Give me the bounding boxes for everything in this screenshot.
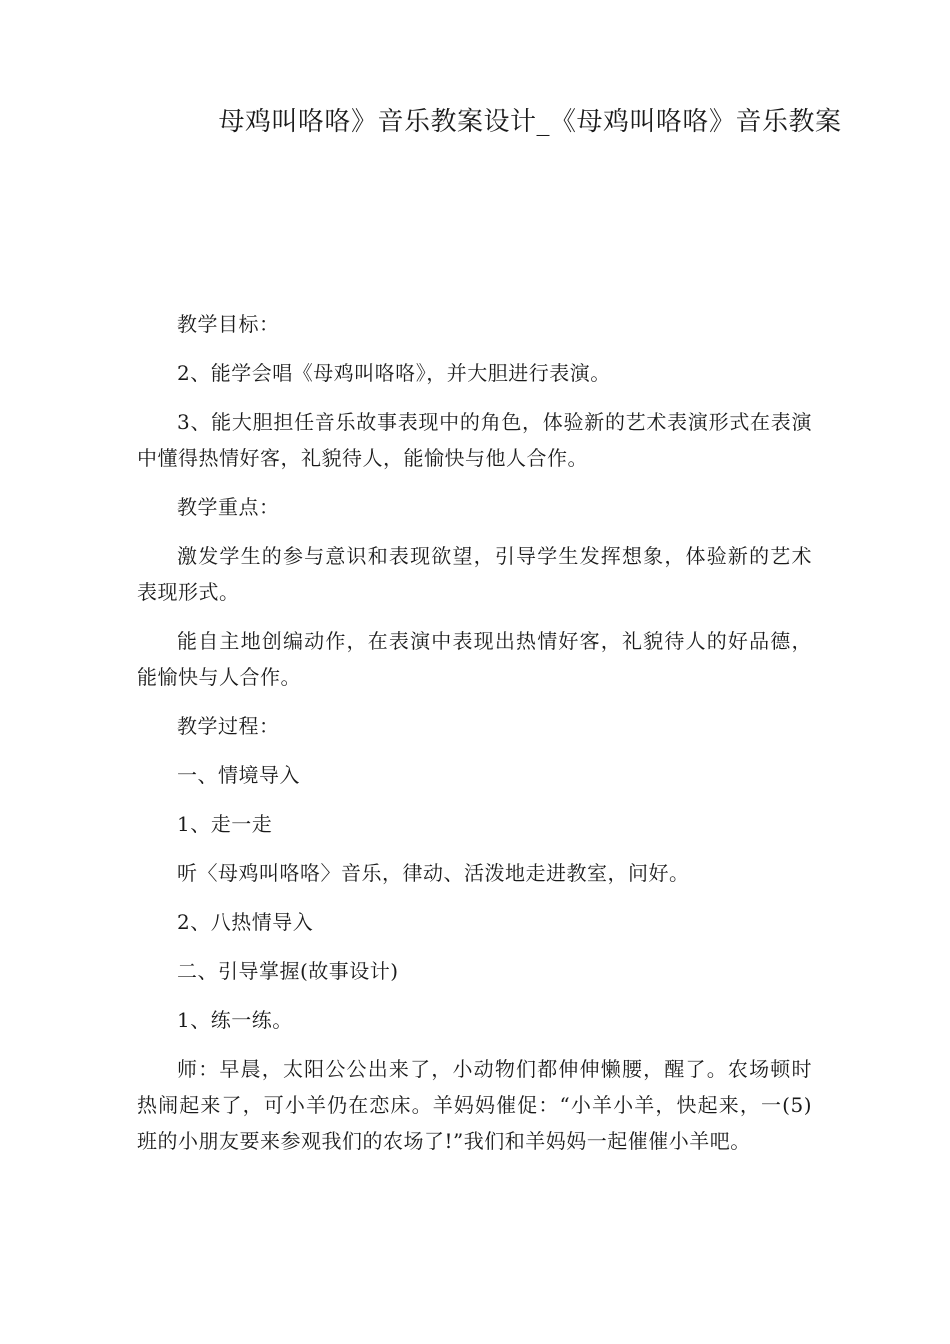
paragraph-step-intro: 2、八热情导入 <box>177 910 314 934</box>
paragraph-section-2: 二、引导掌握(故事设计) <box>177 959 399 983</box>
paragraph-listen-music: 听〈母鸡叫咯咯〉音乐，律动、活泼地走进教室，问好。 <box>177 861 690 885</box>
paragraph-goal-2: 2、能学会唱《母鸡叫咯咯》，并大胆进行表演。 <box>177 361 611 385</box>
paragraph-teaching-goals-heading: 教学目标： <box>177 312 280 336</box>
paragraph-step-practice: 1、练一练。 <box>177 1008 293 1032</box>
paragraph-teacher-story: 师：早晨，太阳公公出来了，小动物们都伸伸懒腰，醒了。农场顿时热闹起来了，可小羊仍在恋床。羊妈妈催促：“小羊小羊，快起来，一(5)班的小朋友要来参观我们的农场了!”我们和羊妈妈一起催催小羊吧。 <box>137 1057 812 1153</box>
paragraph-key-points-heading: 教学重点： <box>177 495 280 519</box>
document-title: 母鸡叫咯咯》音乐教案设计_《母鸡叫咯咯》音乐教案 <box>218 107 842 137</box>
paragraph-key-point-2: 能自主地创编动作，在表演中表现出热情好客，礼貌待人的好品德，能愉快与人合作。 <box>137 629 812 689</box>
paragraph-key-point-1: 激发学生的参与意识和表现欲望，引导学生发挥想象，体验新的艺术表现形式。 <box>137 544 812 604</box>
paragraph-goal-3: 3、能大胆担任音乐故事表现中的角色，体验新的艺术表演形式在表演中懂得热情好客，礼貌待人，能愉快与他人合作。 <box>137 410 812 470</box>
paragraph-process-heading: 教学过程： <box>177 714 280 738</box>
paragraph-step-walk: 1、走一走 <box>177 812 273 836</box>
document-body <box>137 306 812 1172</box>
paragraph-section-1: 一、情境导入 <box>177 763 300 787</box>
